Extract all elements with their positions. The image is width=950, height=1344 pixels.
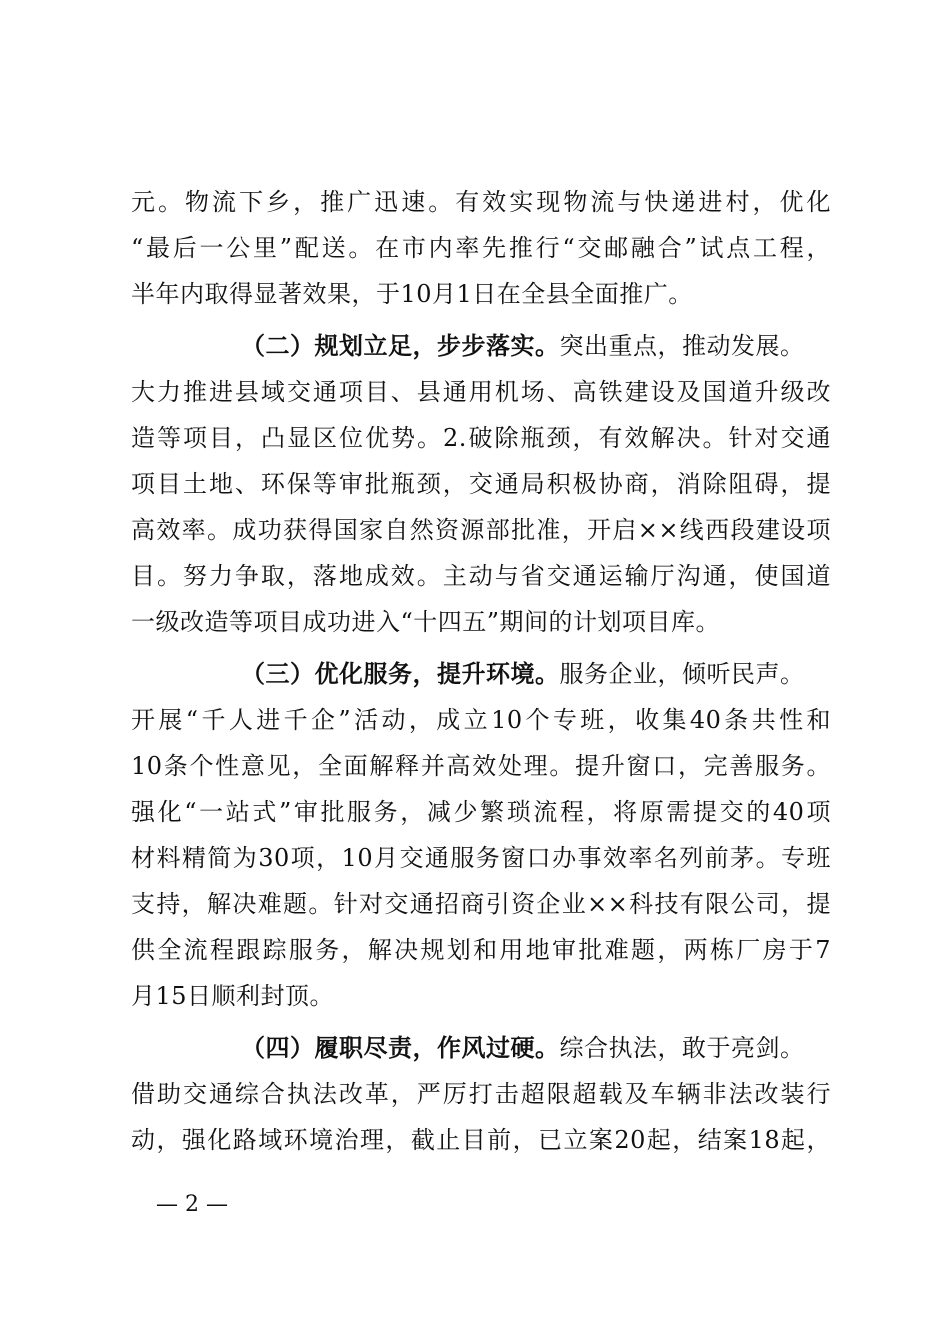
text-line: 大力推进县域交通项目、县通用机场、高铁建设及国道升级改 <box>131 378 831 406</box>
text-line: 造等项目，凸显区位优势。2.破除瓶颈，有效解决。针对交通 <box>131 424 831 452</box>
text-segment: 服务企业，倾听民声。 <box>559 660 805 688</box>
paragraph-2 <box>131 323 831 645</box>
paragraph-3 <box>131 651 831 1019</box>
body-text <box>131 179 831 1163</box>
text-segment: 综合执法，敢于亮剑。 <box>559 1034 805 1062</box>
section-heading-2: （二）规划立足，步步落实。 <box>241 331 560 360</box>
text-line: 支持，解决难题。针对交通招商引资企业××科技有限公司，提 <box>131 890 831 918</box>
text-line: 供全流程跟踪服务，解决规划和用地审批难题，两栋厂房于7 <box>131 936 831 964</box>
paragraph-4 <box>131 1025 831 1163</box>
text-line: 动，强化路域环境治理，截止目前，已立案20起，结案18起， <box>131 1126 831 1154</box>
text-line: 高效率。成功获得国家自然资源部批准，开启××线西段建设项 <box>131 516 831 544</box>
text-line <box>131 323 831 369</box>
text-line: 一级改造等项目成功进入“十四五”期间的计划项目库。 <box>131 608 721 636</box>
text-line: 借助交通综合执法改革，严厉打击超限超载及车辆非法改装行 <box>131 1080 831 1108</box>
text-line: 目。努力争取，落地成效。主动与省交通运输厅沟通，使国道 <box>131 562 831 590</box>
text-line: 项目土地、环保等审批瓶颈，交通局积极协商，消除阻碍，提 <box>131 470 831 498</box>
text-line: 元。物流下乡，推广迅速。有效实现物流与快递进村，优化 <box>131 188 831 216</box>
text-line: 材料精简为30项，10月交通服务窗口办事效率名列前茅。专班 <box>131 844 831 872</box>
text-line: 半年内取得显著效果，于10月1日在全县全面推广。 <box>131 280 693 308</box>
paragraph-1 <box>131 179 831 317</box>
text-line <box>131 651 831 697</box>
text-line <box>131 1025 831 1071</box>
text-segment: 突出重点，推动发展。 <box>559 332 805 360</box>
page-number: — 2 — <box>156 1192 228 1217</box>
text-line: 月15日顺利封顶。 <box>131 982 335 1010</box>
section-heading-4: （四）履职尽责，作风过硬。 <box>241 1033 560 1062</box>
text-line: “最后一公里”配送。在市内率先推行“交邮融合”试点工程， <box>131 234 831 262</box>
text-line: 强化“一站式”审批服务，减少繁琐流程，将原需提交的40项 <box>131 798 831 826</box>
text-line: 开展“千人进千企”活动，成立10个专班，收集40条共性和 <box>131 706 831 734</box>
text-line: 10条个性意见，全面解释并高效处理。提升窗口，完善服务。 <box>131 752 831 780</box>
section-heading-3: （三）优化服务，提升环境。 <box>241 659 560 688</box>
